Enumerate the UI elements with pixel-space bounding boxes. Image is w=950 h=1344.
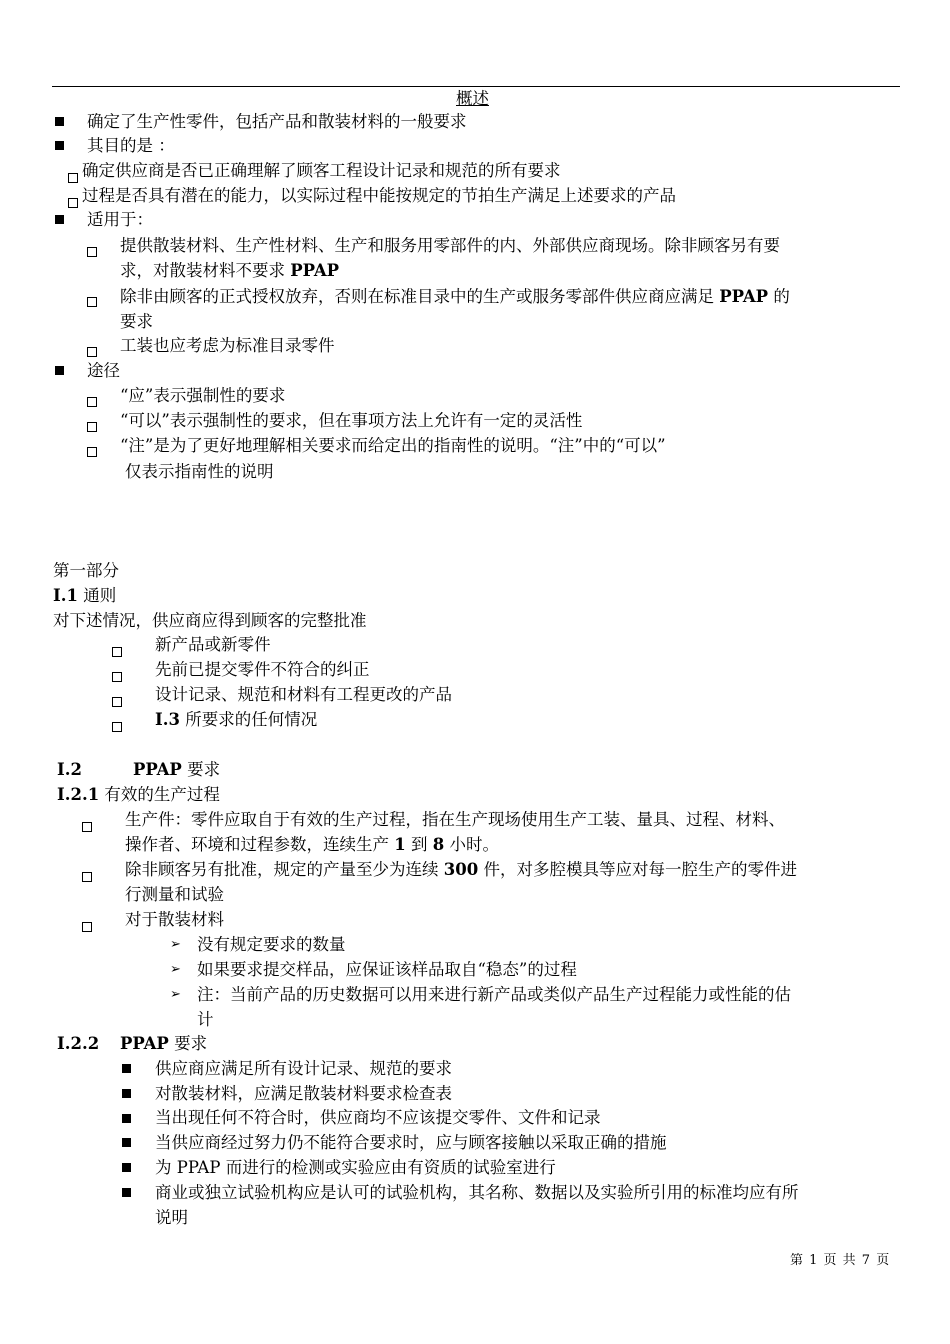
bulk-3b: 计: [197, 1010, 214, 1029]
hollow-bullet-icon: [82, 822, 92, 832]
hollow-bullet-icon: [87, 297, 97, 307]
arrow-bullet-icon: ➢: [170, 987, 181, 1002]
case-1: 新产品或新零件: [155, 635, 271, 654]
section-1-2-2-title: PPAP 要求: [120, 1034, 208, 1053]
process-2a: 除非顾客另有批准，规定的产量至少为连续 300 件，对多腔模具等应对每一腔生产的零件进: [125, 860, 797, 879]
section-1-2-title: PPAP 要求: [133, 760, 221, 779]
square-bullet-icon: [55, 366, 64, 375]
req-3: 当出现任何不符合时，供应商均不应该提交零件、文件和记录: [155, 1108, 601, 1127]
hollow-bullet-icon: [87, 397, 97, 407]
section-1-2: Ⅰ.2: [57, 760, 82, 779]
bulk-2: 如果要求提交样品，应保证该样品取自“稳态”的过程: [197, 960, 577, 979]
square-bullet-icon: [122, 1188, 131, 1197]
process-3: 对于散装材料: [125, 910, 224, 929]
section-1-2-1: Ⅰ.2.1 有效的生产过程: [57, 785, 220, 804]
section-1-1-intro: 对下述情况，供应商应得到顾客的完整批准: [53, 611, 367, 630]
process-1b: 操作者、环境和过程参数，连续生产 1 到 8 小时。: [125, 835, 499, 854]
apply-3: 工装也应考虑为标准目录零件: [120, 336, 335, 355]
hollow-bullet-icon: [112, 647, 122, 657]
req-6b: 说明: [155, 1208, 188, 1227]
process-2b: 行测量和试验: [125, 885, 224, 904]
overview-item-4: 途径: [87, 361, 120, 380]
hollow-bullet-icon: [87, 247, 97, 257]
req-1: 供应商应满足所有设计记录、规范的要求: [155, 1059, 452, 1078]
hollow-bullet-icon: [112, 672, 122, 682]
way-2: “可以”表示强制性的要求，但在事项方法上允许有一定的灵活性: [120, 411, 583, 430]
square-bullet-icon: [122, 1089, 131, 1098]
purpose-1: 确定供应商是否已正确理解了顾客工程设计记录和规范的所有要求: [82, 161, 561, 180]
req-4: 当供应商经过努力仍不能符合要求时，应与顾客接触以采取正确的措施: [155, 1133, 667, 1152]
way-3a: “注”是为了更好地理解相关要求而给定出的指南性的说明。“注”中的“可以”: [120, 436, 666, 455]
overview-item-2: 其目的是 ：: [87, 136, 175, 155]
way-3b: 仅表示指南性的说明: [125, 462, 274, 481]
square-bullet-icon: [122, 1114, 131, 1123]
overview-item-1: 确定了生产性零件，包括产品和散装材料的一般要求: [87, 112, 467, 131]
square-bullet-icon: [122, 1064, 131, 1073]
apply-1b: 求，对散装材料不要求 PPAP: [120, 261, 340, 280]
hollow-bullet-icon: [87, 347, 97, 357]
square-bullet-icon: [122, 1163, 131, 1172]
square-bullet-icon: [122, 1138, 131, 1147]
req-6a: 商业或独立试验机构应是认可的试验机构，其名称、数据以及实验所引用的标准均应有所: [155, 1183, 799, 1202]
process-1a: 生产件：零件应取自于有效的生产过程，指在生产现场使用生产工装、量具、过程、材料、: [125, 810, 785, 829]
hollow-bullet-icon: [68, 173, 78, 183]
case-2: 先前已提交零件不符合的纠正: [155, 660, 370, 679]
square-bullet-icon: [55, 141, 64, 150]
req-2: 对散装材料，应满足散装材料要求检查表: [155, 1084, 452, 1103]
apply-1a: 提供散装材料、生产性材料、生产和服务用零部件的内、外部供应商现场。除非顾客另有要: [120, 236, 780, 255]
req-5: 为 PPAP 而进行的检测或实验应由有资质的试验室进行: [155, 1158, 556, 1177]
square-bullet-icon: [55, 215, 64, 224]
purpose-2: 过程是否具有潜在的能力，以实际过程中能按规定的节拍生产满足上述要求的产品: [82, 186, 676, 205]
arrow-bullet-icon: ➢: [170, 937, 181, 952]
apply-2b: 要求: [120, 312, 153, 331]
bulk-1: 没有规定要求的数量: [197, 935, 346, 954]
hollow-bullet-icon: [82, 872, 92, 882]
apply-2a: 除非由顾客的正式授权放弃，否则在标准目录中的生产或服务零部件供应商应满足 PPAP 的: [120, 287, 790, 306]
way-1: “应”表示强制性的要求: [120, 386, 286, 405]
header-rule: [52, 86, 900, 87]
hollow-bullet-icon: [112, 697, 122, 707]
overview-item-3: 适用于：: [87, 210, 153, 229]
hollow-bullet-icon: [68, 198, 78, 208]
section-1-2-2: Ⅰ.2.2: [57, 1034, 100, 1053]
square-bullet-icon: [55, 117, 64, 126]
case-4: Ⅰ.3 所要求的任何情况: [155, 710, 318, 729]
case-3: 设计记录、规范和材料有工程更改的产品: [155, 685, 452, 704]
hollow-bullet-icon: [82, 922, 92, 932]
arrow-bullet-icon: ➢: [170, 962, 181, 977]
section-1-1: Ⅰ.1 通则: [53, 586, 117, 605]
part1-heading: 第一部分: [53, 561, 119, 580]
bulk-3a: 注：当前产品的历史数据可以用来进行新产品或类似产品生产过程能力或性能的估: [197, 985, 791, 1004]
hollow-bullet-icon: [112, 722, 122, 732]
page-title: 概述: [456, 89, 489, 108]
hollow-bullet-icon: [87, 422, 97, 432]
hollow-bullet-icon: [87, 447, 97, 457]
page-footer: 第 1 页 共 7 页: [790, 1253, 891, 1268]
